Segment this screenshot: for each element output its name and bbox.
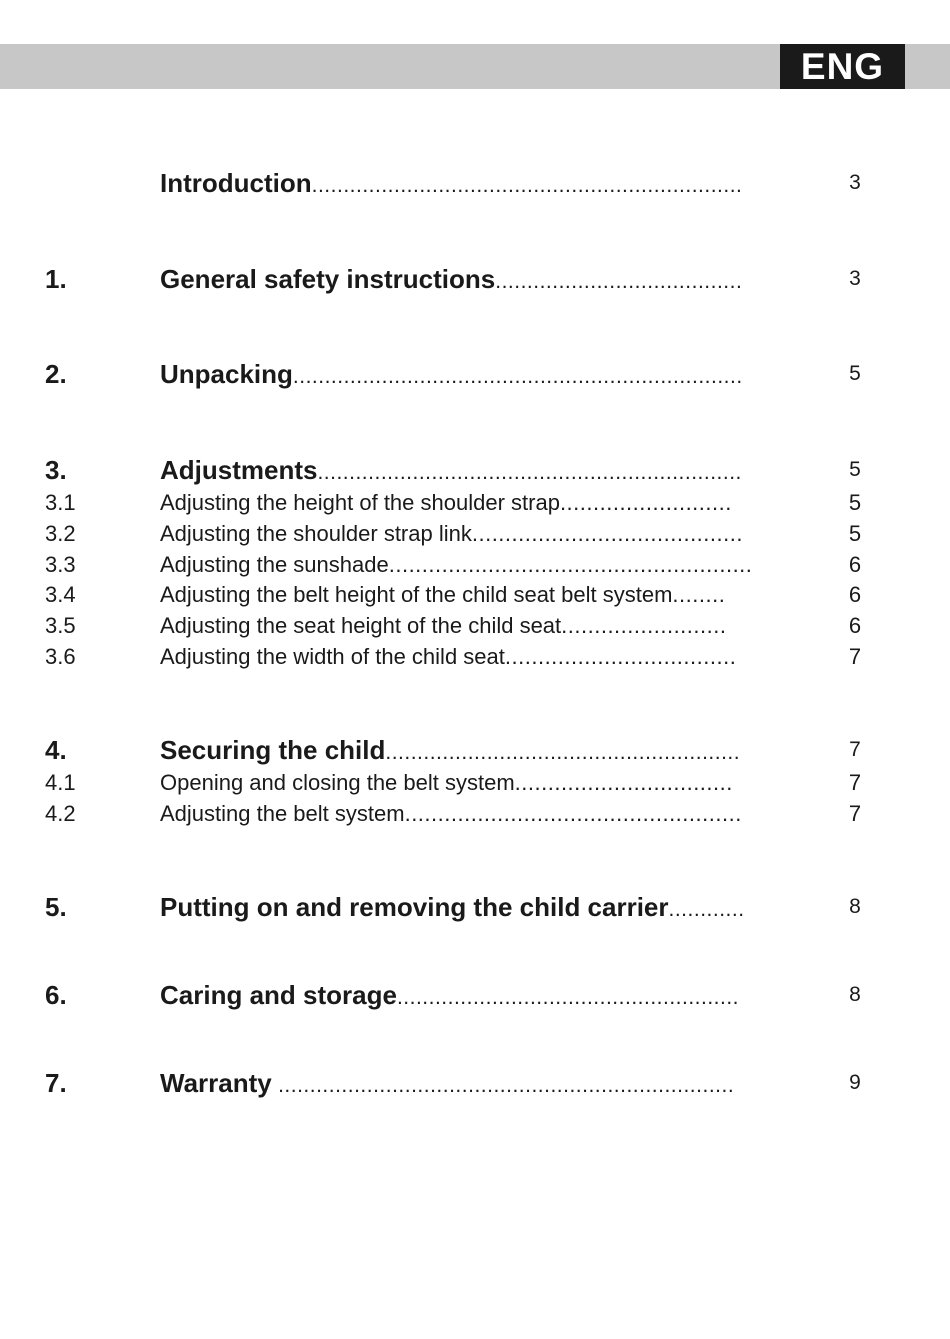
- toc-entry-3-5[interactable]: [0, 612, 950, 640]
- toc-number: 3.6: [45, 644, 76, 669]
- toc-entry-3-2[interactable]: [0, 520, 950, 548]
- toc-leader: ........................................................................: [271, 1074, 735, 1097]
- toc-title: Unpacking.......................................................................: [160, 359, 743, 389]
- toc-entry-adjustments[interactable]: [0, 455, 950, 485]
- toc-title: Adjusting the shoulder strap link.........................................: [160, 521, 743, 546]
- toc-title: Adjusting the belt height of the child seat belt system........: [160, 582, 726, 607]
- toc-number: 3.3: [45, 552, 76, 577]
- toc-leader: ....................................................................: [311, 174, 743, 197]
- toc-number: 4.1: [45, 770, 76, 795]
- toc-entry-general-safety[interactable]: [0, 264, 950, 294]
- toc-leader: ........................................................: [385, 741, 741, 764]
- toc-entry-caring-storage[interactable]: [0, 980, 950, 1010]
- toc-entry-unpacking[interactable]: [0, 359, 950, 389]
- toc-number: 3.1: [45, 490, 76, 515]
- toc-leader: .......................................................: [388, 552, 753, 577]
- toc-page-number: 6: [848, 613, 862, 638]
- toc-page-number: 8: [849, 895, 861, 918]
- toc-leader: .........................: [561, 613, 727, 638]
- toc-number: 1.: [45, 264, 67, 294]
- toc-page-number: 5: [848, 490, 862, 515]
- toc-title: Opening and closing the belt system.................................: [160, 770, 733, 795]
- toc-title: Caring and storage......................................................: [160, 980, 739, 1010]
- toc-leader: ......................................................: [396, 986, 739, 1009]
- toc-entry-introduction[interactable]: [0, 168, 950, 198]
- toc-page-number: 8: [849, 983, 861, 1006]
- toc-page-number: 3: [849, 267, 861, 290]
- toc-page-number: 7: [848, 801, 862, 826]
- toc-number: 3.5: [45, 613, 76, 638]
- toc-number: 7.: [45, 1068, 67, 1098]
- toc-page-number: 6: [848, 552, 862, 577]
- toc-title: Adjusting the width of the child seat...................................: [160, 644, 737, 669]
- toc-title: Warranty ........................................................................: [160, 1068, 735, 1098]
- toc-page-number: 3: [849, 171, 861, 194]
- toc-leader: .................................: [514, 770, 733, 795]
- toc-number: 6.: [45, 980, 67, 1010]
- toc-leader: .......................................................................: [292, 365, 743, 388]
- toc-page-number: 5: [848, 521, 862, 546]
- toc-leader: ..........................: [559, 490, 732, 515]
- toc-page-number: 5: [849, 458, 861, 481]
- toc-page-number: 7: [848, 770, 862, 795]
- toc-number: 3.: [45, 455, 67, 485]
- toc-leader: .........................................: [471, 521, 743, 546]
- toc-leader: ...................................................................: [317, 461, 742, 484]
- toc-number: 3.4: [45, 582, 76, 607]
- language-badge: ENG: [780, 44, 905, 89]
- toc-title: Adjusting the sunshade.......................................................: [160, 552, 753, 577]
- toc-leader: ............: [668, 898, 745, 921]
- toc-number: 2.: [45, 359, 67, 389]
- toc-number: 4.2: [45, 801, 76, 826]
- toc-title: Introduction....................................................................: [160, 168, 743, 198]
- toc-entry-4-1[interactable]: [0, 769, 950, 797]
- toc-leader: ........: [672, 582, 726, 607]
- toc-title: Adjusting the seat height of the child seat.........................: [160, 613, 727, 638]
- toc-entry-3-4[interactable]: [0, 581, 950, 609]
- toc-leader: ...................................: [504, 644, 737, 669]
- toc-entry-4-2[interactable]: [0, 800, 950, 828]
- toc-entry-securing-child[interactable]: [0, 735, 950, 765]
- toc-title: Putting on and removing the child carrier............: [160, 892, 745, 922]
- toc-entry-3-3[interactable]: [0, 551, 950, 579]
- toc-title: Adjustments...................................................................: [160, 455, 742, 485]
- toc-title: Adjusting the height of the shoulder strap..........................: [160, 490, 732, 515]
- toc-entry-3-1[interactable]: [0, 489, 950, 517]
- toc-number: 3.2: [45, 521, 76, 546]
- toc-page-number: 7: [848, 644, 862, 669]
- toc-entry-3-6[interactable]: [0, 643, 950, 671]
- toc-title: General safety instructions.......................................: [160, 264, 743, 294]
- toc-leader: .......................................: [495, 270, 743, 293]
- toc-page-number: 5: [849, 362, 861, 385]
- toc-leader: ...................................................: [404, 801, 742, 826]
- toc-entry-warranty[interactable]: [0, 1068, 950, 1098]
- toc-title: Securing the child........................................................: [160, 735, 741, 765]
- toc-number: 4.: [45, 735, 67, 765]
- toc-page-number: 9: [849, 1071, 861, 1094]
- toc-page-number: 7: [849, 738, 861, 761]
- toc-entry-child-carrier[interactable]: [0, 892, 950, 922]
- toc-title: Adjusting the belt system...................................................: [160, 801, 742, 826]
- toc-number: 5.: [45, 892, 67, 922]
- toc-page-number: 6: [848, 582, 862, 607]
